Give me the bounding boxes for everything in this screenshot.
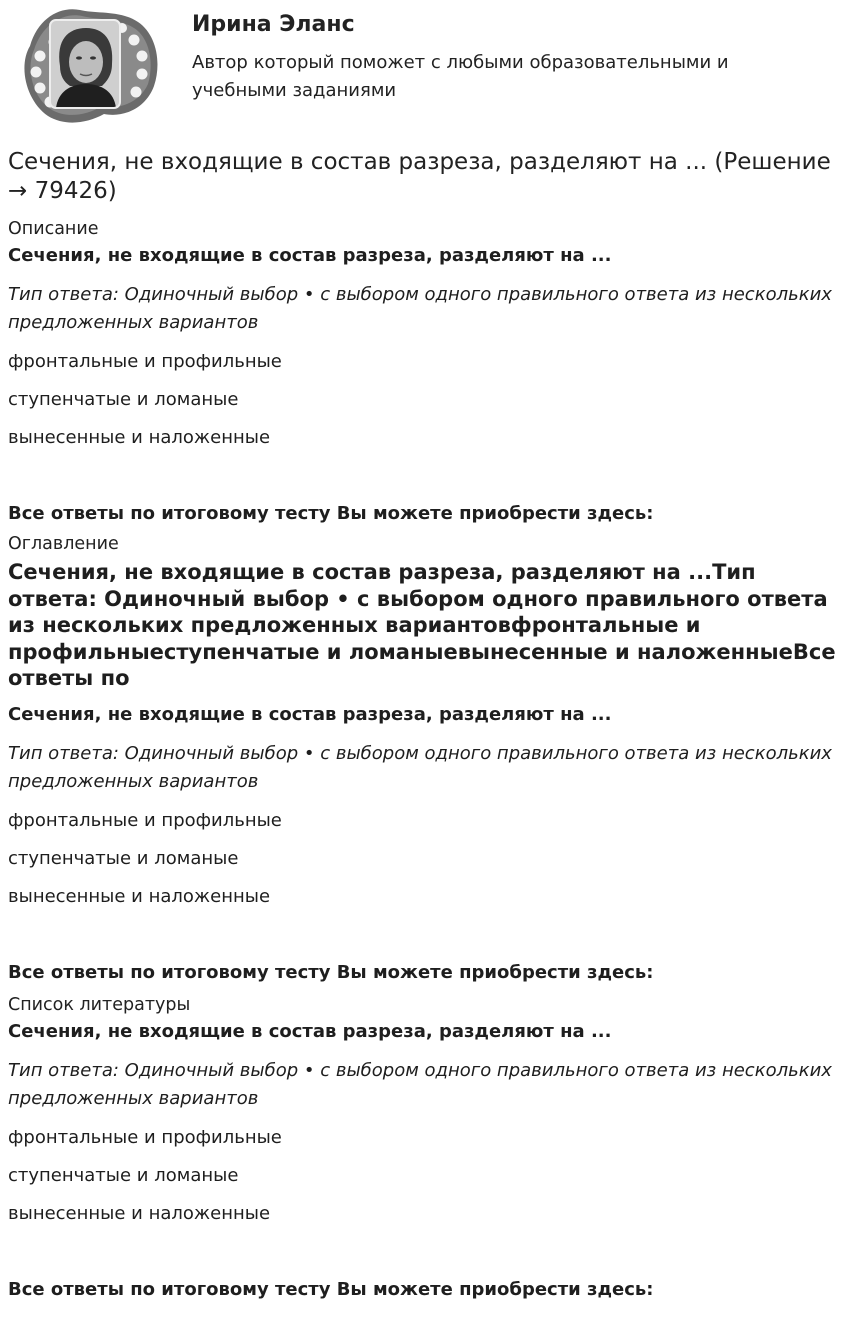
author-avatar[interactable]	[16, 6, 161, 128]
toc-section	[8, 533, 839, 986]
literature-section	[8, 994, 839, 1303]
answer-option: вынесенные и наложенные	[8, 1202, 271, 1224]
question-text: Сечения, не входящие в состав разреза, разделяют на ...	[8, 1020, 612, 1042]
answer-option: вынесенные и наложенные	[8, 427, 271, 448]
question-text: Сечения, не входящие в состав разреза, разделяют на ...	[8, 703, 612, 725]
answer-option: ступенчатые и ломаные	[8, 847, 239, 869]
answer-option: ступенчатые и ломаные	[8, 389, 239, 410]
section-label-literature: Список литературы	[8, 994, 191, 1015]
buy-answers-text: Все ответы по итоговому тесту Вы можете приобрести здесь:	[8, 961, 654, 983]
answer-option: фронтальные и профильные	[8, 1126, 282, 1148]
section-label-description: Описание	[8, 219, 99, 239]
section-label-toc: Оглавление	[8, 534, 119, 554]
answer-type-text: Тип ответа: Одиночный выбор • с выбором одного правильного ответа из нескольких предложенных вариантов	[8, 284, 832, 333]
buy-answers-text: Все ответы по итоговому тесту Вы можете приобрести здесь:	[8, 1278, 654, 1300]
page-title: Сечения, не входящие в состав разреза, разделяют на ... (Решение → 79426)	[8, 149, 831, 204]
answer-option: фронтальные и профильные	[8, 351, 282, 372]
answer-option: фронтальные и профильные	[8, 809, 282, 831]
question-text: Сечения, не входящие в состав разреза, разделяют на ...	[8, 245, 612, 266]
author-name[interactable]: Ирина Эланс	[192, 12, 355, 37]
toc-summary: Сечения, не входящие в состав разреза, разделяют на ...Тип ответа: Одиночный выбор • с выбором одного правильного ответа из нескольких предложенных вариантовфронтальные и профильныеступенчатые и ломаныевынесенные и наложенныеВсе ответы по	[8, 560, 836, 690]
answer-type-text: Тип ответа: Одиночный выбор • с выбором одного правильного ответа из нескольких предложенных вариантов	[8, 1059, 832, 1109]
description-section	[8, 218, 839, 527]
author-card	[8, 0, 839, 138]
author-description: Автор который поможет с любыми образовательными и учебными заданиями	[192, 52, 729, 101]
answer-type-text: Тип ответа: Одиночный выбор • с выбором одного правильного ответа из нескольких предложенных вариантов	[8, 742, 832, 792]
answer-option: вынесенные и наложенные	[8, 885, 271, 907]
buy-answers-text: Все ответы по итоговому тесту Вы можете приобрести здесь:	[8, 503, 654, 524]
answer-option: ступенчатые и ломаные	[8, 1164, 239, 1186]
